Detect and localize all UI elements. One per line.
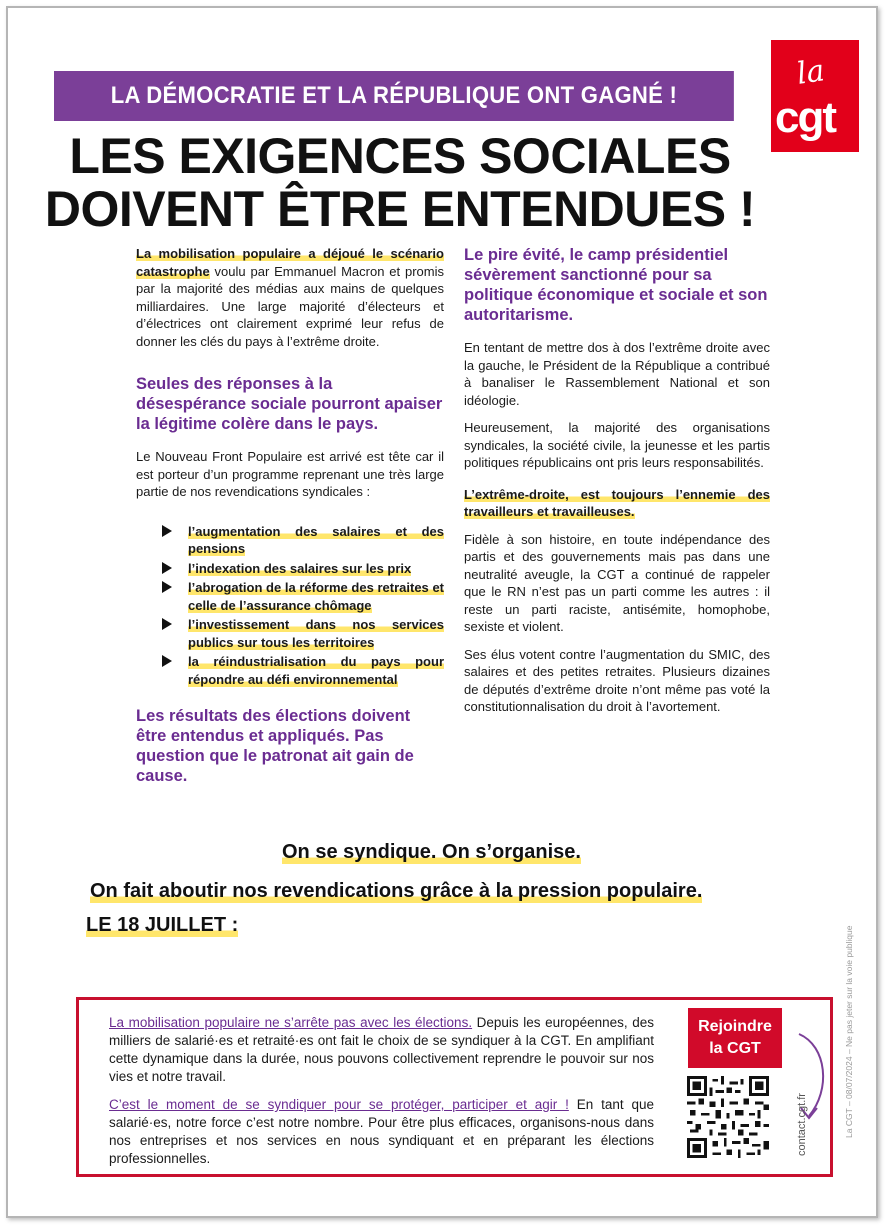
right-heading-2 (464, 486, 770, 521)
list-item-text: l’abrogation de la réforme des retraites et celle de l’assurance chômage (188, 580, 444, 613)
right-para-2: Heureusement, la majorité des organisations syndicales, la société civile, la jeunesse et les partis politiques républicains ont pris leurs responsabilités. (464, 420, 770, 470)
slogan-1: On se syndique. On s’organise. (282, 841, 581, 863)
arrow-bullet-icon (162, 655, 172, 667)
join-line-2: la CGT (709, 1040, 761, 1057)
arrow-bullet-icon (162, 581, 172, 593)
headline-line-2: DOIVENT ÊTRE ENTENDUES ! (44, 181, 756, 237)
arrow-bullet-icon (162, 562, 172, 574)
list-item-text: la réindustrialisation du pays pour répondre au défi environnemental (188, 654, 444, 687)
logo-la: la (794, 53, 827, 92)
top-banner (54, 71, 734, 121)
box-para-1 (109, 1014, 654, 1086)
list-item (162, 653, 444, 688)
logo-cgt: cgt (775, 93, 835, 142)
arrow-bullet-icon (162, 618, 172, 630)
slogan-2: On fait aboutir nos revendications grâce à la pression populaire. (90, 880, 703, 902)
headline-line-1: LES EXIGENCES SOCIALES (69, 128, 731, 184)
right-para-3: Fidèle à son histoire, en toute indépendance des partis et des gouvernements mais pas dans une neutralité aveugle, la CGT a continué de rappeler que le RN n’est pas un parti comme les autres : il reste un parti raciste, antisémite, homophobe, sexiste et violent. (464, 531, 770, 634)
contact-url[interactable]: contact.cgt.fr (796, 1093, 808, 1156)
list-item-text: l’indexation des salaires sur les prix (188, 560, 412, 576)
box-para-2 (109, 1096, 654, 1168)
join-box (76, 997, 833, 1177)
list-item (162, 579, 444, 614)
leaflet-page (6, 6, 878, 1218)
list-item (162, 616, 444, 651)
left-intro (136, 245, 444, 350)
right-heading-2-text: L’extrême-droite, est toujours l’ennemie des travailleurs et travailleuses. (464, 486, 770, 519)
box-link-2[interactable]: C’est le moment de se syndiquer pour se protéger, participer et agir ! (109, 1097, 569, 1112)
left-heading-2: Les résultats des élections doivent être entendus et appliqués. Pas question que le patronat ait gain de cause. (136, 707, 414, 785)
list-item (162, 523, 444, 558)
box-para-2-text: En tant que salarié·es, notre force c’est notre nombre. Pour être plus efficaces, organisons-nous dans nos entreprises et nos services en nous syndiquant et en préparant les élections professionnelles. (109, 1097, 654, 1166)
qr-code-icon[interactable] (687, 1076, 769, 1158)
right-para-1: En tentant de mettre dos à dos l’extrême droite avec la gauche, le Président de la République a contribué à banaliser le Rassemblement National et son idéologie. (464, 340, 770, 408)
box-para-1-text: Depuis les européennes, des milliers de salarié·es et retraité·es ont fait le choix de se syndiquer à la CGT. En amplifiant cette dynamique dans la durée, nous pouvons collectivement reprendre le pouvoir sur nos vies et notre travail. (109, 1015, 655, 1084)
join-cgt-button[interactable] (688, 1008, 782, 1068)
banner-text: LA DÉMOCRATIE ET LA RÉPUBLIQUE ONT GAGNÉ ! (110, 82, 678, 109)
list-item (162, 560, 444, 578)
slogan-date: LE 18 JUILLET : (86, 914, 239, 936)
right-para-4: Ses élus votent contre l’augmentation du SMIC, des salaires et des petites retraites. Plusieurs dizaines de députés d’extrême droite n’ont même pas voté la constitutionnalisation du droit à l’avortement. (464, 646, 770, 714)
left-heading-1: Seules des réponses à la désespérance sociale pourront apaiser la légitime colère dans le pays. (136, 375, 443, 433)
intro-highlight: La mobilisation populaire a déjoué le scénario catastrophe (136, 246, 444, 279)
arrow-bullet-icon (162, 525, 172, 537)
list-item-text: l’investissement dans nos services publics sur tous les territoires (188, 617, 444, 650)
left-para-2: Le Nouveau Front Populaire est arrivé est tête car il est porteur d’un programme reprenant une très large partie de nos revendications syndicales : (136, 449, 444, 499)
join-line-1: Rejoindre (698, 1018, 772, 1035)
list-item-text: l’augmentation des salaires et des pensions (188, 523, 444, 556)
cgt-logo (771, 40, 859, 152)
main-headline (30, 130, 770, 236)
right-column (464, 245, 770, 726)
left-column (136, 245, 444, 800)
curved-arrow-icon (779, 1030, 839, 1130)
intro-rest: voulu par Emmanuel Macron et promis par la majorité des médias aux mains de quelques milliardaires. Une large majorité d’électeurs et d’électrices ont clairement exprimé leur refus de donner les clés du pays à l’extrême droite. (136, 263, 444, 349)
box-link-1[interactable]: La mobilisation populaire ne s’arrête pas avec les élections. (109, 1015, 473, 1030)
demands-list (162, 523, 444, 689)
side-note: La CGT – 08/07/2024 – Ne pas jeter sur la voie publique (844, 925, 854, 1138)
right-heading-1: Le pire évité, le camp présidentiel sévèrement sanctionné pour sa politique économique et sociale et son autoritarisme. (464, 246, 768, 324)
